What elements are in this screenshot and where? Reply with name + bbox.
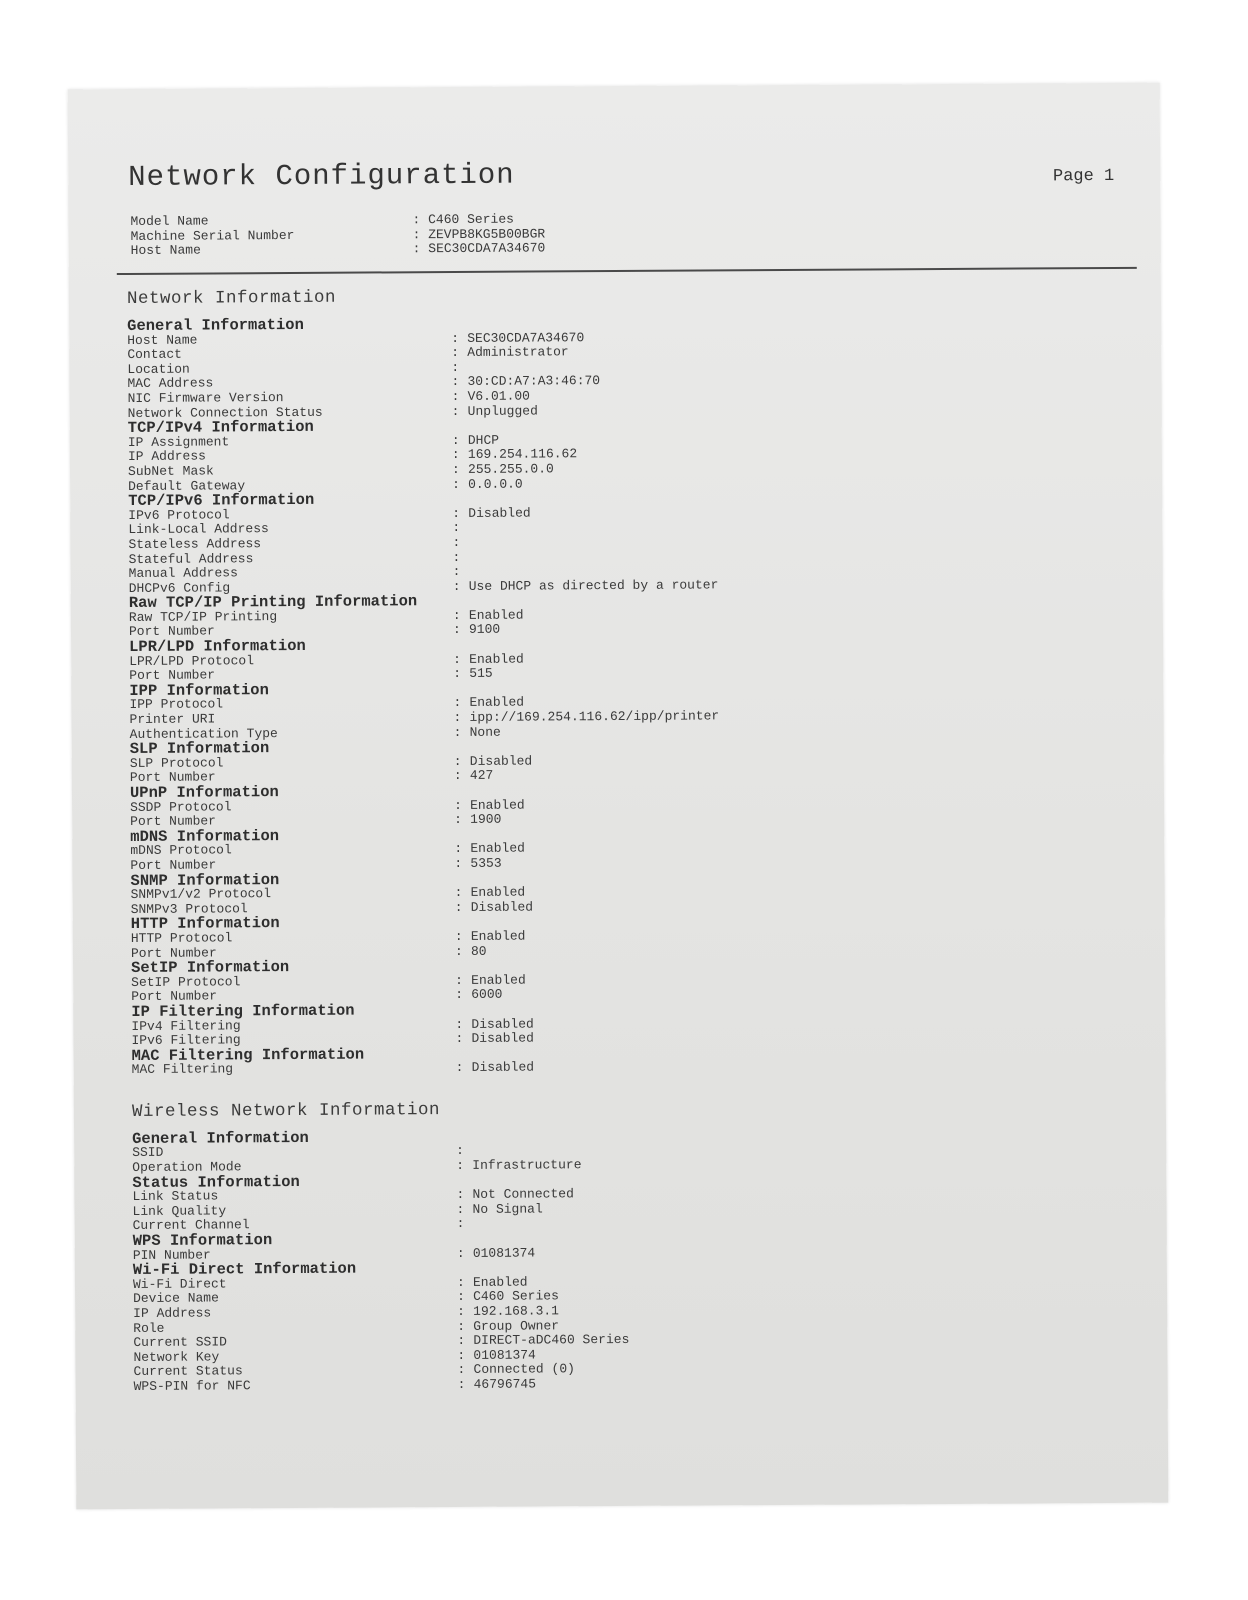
group-title: Wi-Fi Direct Information [132, 1259, 357, 1280]
row-separator: : [456, 1274, 465, 1290]
row-label: DHCPv6 Config [128, 580, 231, 596]
row-value: 80 [470, 943, 487, 959]
row-label: Operation Mode [132, 1159, 242, 1176]
printed-page [68, 83, 1169, 1510]
row-separator: : [454, 855, 463, 871]
row-label: SetIP Protocol [131, 974, 241, 990]
row-separator: : [453, 709, 462, 726]
header-label: Machine Serial Number [130, 227, 295, 244]
row-separator: : [456, 1245, 465, 1261]
row-label: LPR/LPD Protocol [129, 652, 255, 669]
group-title: TCP/IPv4 Information [127, 418, 314, 438]
row-value: 01081374 [472, 1245, 536, 1261]
row-separator: : [452, 622, 461, 638]
row-value: 1900 [470, 811, 502, 828]
row-separator: : [452, 534, 461, 550]
row-value: 255.255.0.0 [467, 461, 554, 477]
report-body [127, 279, 1034, 1394]
row-label: Stateless Address [128, 536, 262, 552]
row-value: Enabled [470, 797, 525, 813]
row-separator: : [457, 1333, 466, 1349]
row-separator: : [456, 1143, 465, 1159]
row-value: 0.0.0.0 [468, 476, 523, 492]
group-title: SNMP Information [130, 870, 280, 890]
row-label: Contact [127, 346, 182, 363]
info-group [127, 313, 1028, 421]
row-separator: : [457, 1318, 466, 1334]
info-group [132, 1170, 1032, 1234]
row-label: SSID [132, 1145, 164, 1161]
group-title: MAC Filtering Information [131, 1045, 365, 1065]
row-separator: : [451, 359, 460, 375]
row-label: MAC Filtering [131, 1061, 234, 1078]
row-value: SEC30CDA7A34670 [467, 329, 585, 346]
row-separator: : [455, 1031, 464, 1047]
row-value: Unplugged [467, 403, 538, 419]
info-group [130, 737, 1030, 786]
row-label: HTTP Protocol [130, 930, 233, 946]
row-label: Raw TCP/IP Printing [128, 608, 278, 625]
row-separator: : [455, 987, 464, 1003]
header-value: ZEVPB8KG5B00BGR [428, 225, 546, 242]
row-value: Enabled [470, 840, 525, 857]
row-label: Current Channel [132, 1217, 250, 1234]
row-separator: : [454, 841, 463, 857]
info-group [130, 868, 1030, 917]
row-value: No Signal [472, 1201, 543, 1217]
info-group [129, 635, 1029, 684]
row-separator: : [457, 1289, 465, 1305]
row-separator: : [453, 651, 462, 667]
row-label: IPv4 Filtering [131, 1017, 241, 1034]
row-label: Stateful Address [128, 550, 254, 567]
row-value: 01081374 [473, 1347, 536, 1363]
row-value: Infrastructure [472, 1157, 582, 1173]
row-label: Location [127, 361, 190, 377]
row-separator: : [454, 943, 463, 959]
row-value: V6.01.00 [467, 388, 531, 404]
row-label: Link Quality [132, 1203, 227, 1219]
row-label: Network Connection Status [127, 404, 323, 421]
info-group [131, 999, 1031, 1048]
group-title: General Information [127, 315, 304, 335]
info-group [132, 1043, 1032, 1078]
row-label: Authentication Type [129, 725, 278, 742]
header-row [131, 240, 731, 258]
row-separator: : [454, 885, 463, 901]
row-value: None [469, 724, 501, 740]
header-value-line: : SEC30CDA7A34670 [412, 240, 546, 257]
row-value: DIRECT-aDC460 Series [473, 1332, 630, 1349]
row-separator: : [455, 1060, 464, 1076]
row-label: Port Number [131, 988, 218, 1005]
row-value: 192.168.3.1 [473, 1303, 560, 1319]
row-separator: : [455, 972, 463, 988]
row-separator: : [451, 447, 460, 463]
group-title: Status Information [132, 1172, 300, 1192]
row-value: Administrator [467, 344, 569, 361]
row-label: Port Number [130, 813, 217, 830]
row-separator: : [456, 1201, 465, 1217]
header-value-line: : C460 Series [412, 211, 514, 228]
row-separator: : [457, 1362, 466, 1378]
row-value: Connected (0) [473, 1361, 575, 1378]
row-label: NIC Firmware Version [127, 390, 284, 406]
row-separator: : [453, 768, 462, 784]
row-label: Printer URI [129, 711, 216, 728]
row-label: PIN Number [132, 1247, 211, 1263]
row-label: Current SSID [133, 1334, 227, 1351]
row-separator: : [451, 432, 460, 448]
header-divider [117, 267, 1137, 275]
section-title: Wireless Network Information [131, 1099, 441, 1122]
row-value: ipp://169.254.116.62/ipp/printer [469, 708, 720, 725]
row-value: 46796745 [473, 1376, 537, 1392]
header-label: Model Name [130, 213, 209, 229]
row-label: WPS-PIN for NFC [133, 1378, 251, 1394]
row-separator: : [451, 374, 460, 390]
row-label: Manual Address [128, 565, 238, 582]
header-value: SEC30CDA7A34670 [428, 240, 546, 257]
row-separator: : [452, 476, 460, 492]
row-label: IPv6 Filtering [131, 1032, 241, 1049]
row-value: Enabled [471, 972, 526, 988]
row-label: IP Address [127, 448, 206, 465]
row-label: Device Name [133, 1290, 219, 1307]
group-title: UPnP Information [129, 783, 279, 802]
row-separator: : [451, 330, 460, 346]
row-label: IPv6 Protocol [128, 507, 230, 523]
row-separator: : [451, 403, 460, 419]
row-label: SSDP Protocol [130, 798, 232, 815]
info-group [130, 780, 1030, 829]
info-group [133, 1258, 1034, 1395]
page-number: Page 1 [1052, 166, 1115, 187]
header-value: C460 Series [428, 211, 514, 228]
row-separator: : [452, 607, 461, 623]
row-value: Disabled [468, 505, 531, 521]
row-separator: : [457, 1347, 466, 1363]
row-label: IP Address [133, 1305, 212, 1321]
info-group [130, 824, 1030, 873]
row-value: Disabled [470, 899, 534, 915]
row-value: C460 Series [473, 1288, 559, 1305]
row-label: Host Name [127, 332, 198, 348]
info-group [131, 912, 1031, 961]
row-value: Enabled [469, 695, 525, 711]
group-title: SetIP Information [130, 958, 290, 978]
row-separator: : [452, 520, 461, 536]
row-label: SubNet Mask [127, 463, 214, 479]
section-title: Network Information [126, 287, 337, 309]
info-group [131, 956, 1031, 1005]
group-title: IPP Information [129, 680, 269, 700]
row-label: Current Status [133, 1363, 243, 1380]
row-label: MAC Address [127, 375, 214, 392]
row-value: 9100 [468, 622, 501, 638]
row-separator: : [453, 724, 462, 740]
row-value: Group Owner [473, 1317, 560, 1334]
info-group [129, 678, 1029, 742]
group-title: LPR/LPD Information [129, 636, 306, 657]
row-label: Default Gateway [128, 477, 246, 494]
group-title: General Information [132, 1128, 309, 1148]
row-label: Port Number [129, 769, 216, 786]
row-label: Link Status [132, 1188, 219, 1205]
row-label: IP Assignment [127, 434, 230, 450]
device-header [130, 211, 730, 258]
row-separator: : [452, 549, 461, 565]
row-label: Link-Local Address [128, 521, 269, 538]
row-value: Not Connected [472, 1186, 574, 1203]
row-label: Role [133, 1320, 165, 1336]
info-group [129, 591, 1029, 640]
row-label: Port Number [129, 667, 216, 684]
group-title: HTTP Information [130, 914, 280, 934]
info-group [128, 489, 1029, 597]
row-value: 427 [469, 768, 494, 784]
group-title: mDNS Information [130, 826, 280, 846]
row-value: Enabled [469, 651, 524, 667]
row-value: Disabled [471, 1016, 534, 1032]
row-label: Port Number [130, 944, 217, 961]
row-separator: : [457, 1303, 466, 1319]
group-title: IP Filtering Information [131, 1001, 355, 1021]
row-value: Enabled [468, 607, 524, 623]
row-separator: : [456, 1158, 465, 1174]
row-value: Enabled [472, 1274, 528, 1290]
row-label: Port Number [130, 857, 217, 873]
row-value: Use DHCP as directed by a router [468, 577, 719, 594]
row-separator: : [454, 812, 462, 828]
row-label: Network Key [133, 1349, 220, 1365]
row-separator: : [453, 753, 462, 769]
row-label: Wi-Fi Direct [132, 1276, 227, 1292]
row-separator: : [454, 797, 462, 813]
row-value: Disabled [469, 753, 533, 769]
row-label: IPP Protocol [129, 696, 224, 713]
row-separator: : [452, 578, 461, 594]
row-value: 5353 [470, 855, 502, 871]
document-title: Network Configuration [128, 158, 515, 194]
row-separator: : [452, 564, 461, 580]
header-value-line: : ZEVPB8KG5B00BGR [412, 225, 546, 242]
row-label: SLP Protocol [129, 755, 224, 771]
row-value: 515 [469, 666, 493, 682]
row-label: SNMPv1/v2 Protocol [130, 886, 272, 903]
row-value: Disabled [471, 1059, 535, 1076]
row-separator: : [457, 1376, 466, 1392]
row-label: Port Number [128, 623, 215, 640]
group-title: TCP/IPv6 Information [128, 490, 315, 511]
header-label: Host Name [130, 242, 201, 258]
row-separator: : [451, 345, 460, 361]
row-value: Enabled [470, 884, 526, 901]
row-value: Disabled [471, 1030, 534, 1046]
info-group [128, 416, 1028, 494]
row-separator: : [454, 899, 463, 915]
row-value: 169.254.116.62 [467, 446, 578, 463]
row-value: 30:CD:A7:A3:46:70 [467, 373, 601, 390]
row-label: mDNS Protocol [130, 842, 232, 859]
row-label: SNMPv3 Protocol [130, 901, 248, 917]
row-separator: : [451, 461, 460, 477]
row-separator: : [456, 1216, 465, 1232]
row-separator: : [452, 505, 461, 521]
row-separator: : [453, 695, 462, 711]
row-value: Enabled [470, 928, 526, 944]
row-value: 6000 [471, 987, 503, 1003]
row-separator: : [451, 388, 460, 404]
info-group [132, 1126, 1032, 1175]
group-title: WPS Information [132, 1231, 273, 1251]
group-title: SLP Information [129, 739, 270, 759]
row-separator: : [456, 1187, 465, 1203]
row-separator: : [455, 1016, 464, 1032]
row-separator: : [453, 666, 462, 682]
row-separator: : [454, 928, 463, 944]
group-title: Raw TCP/IP Printing Information [128, 592, 418, 613]
row-value: DHCP [467, 432, 500, 448]
